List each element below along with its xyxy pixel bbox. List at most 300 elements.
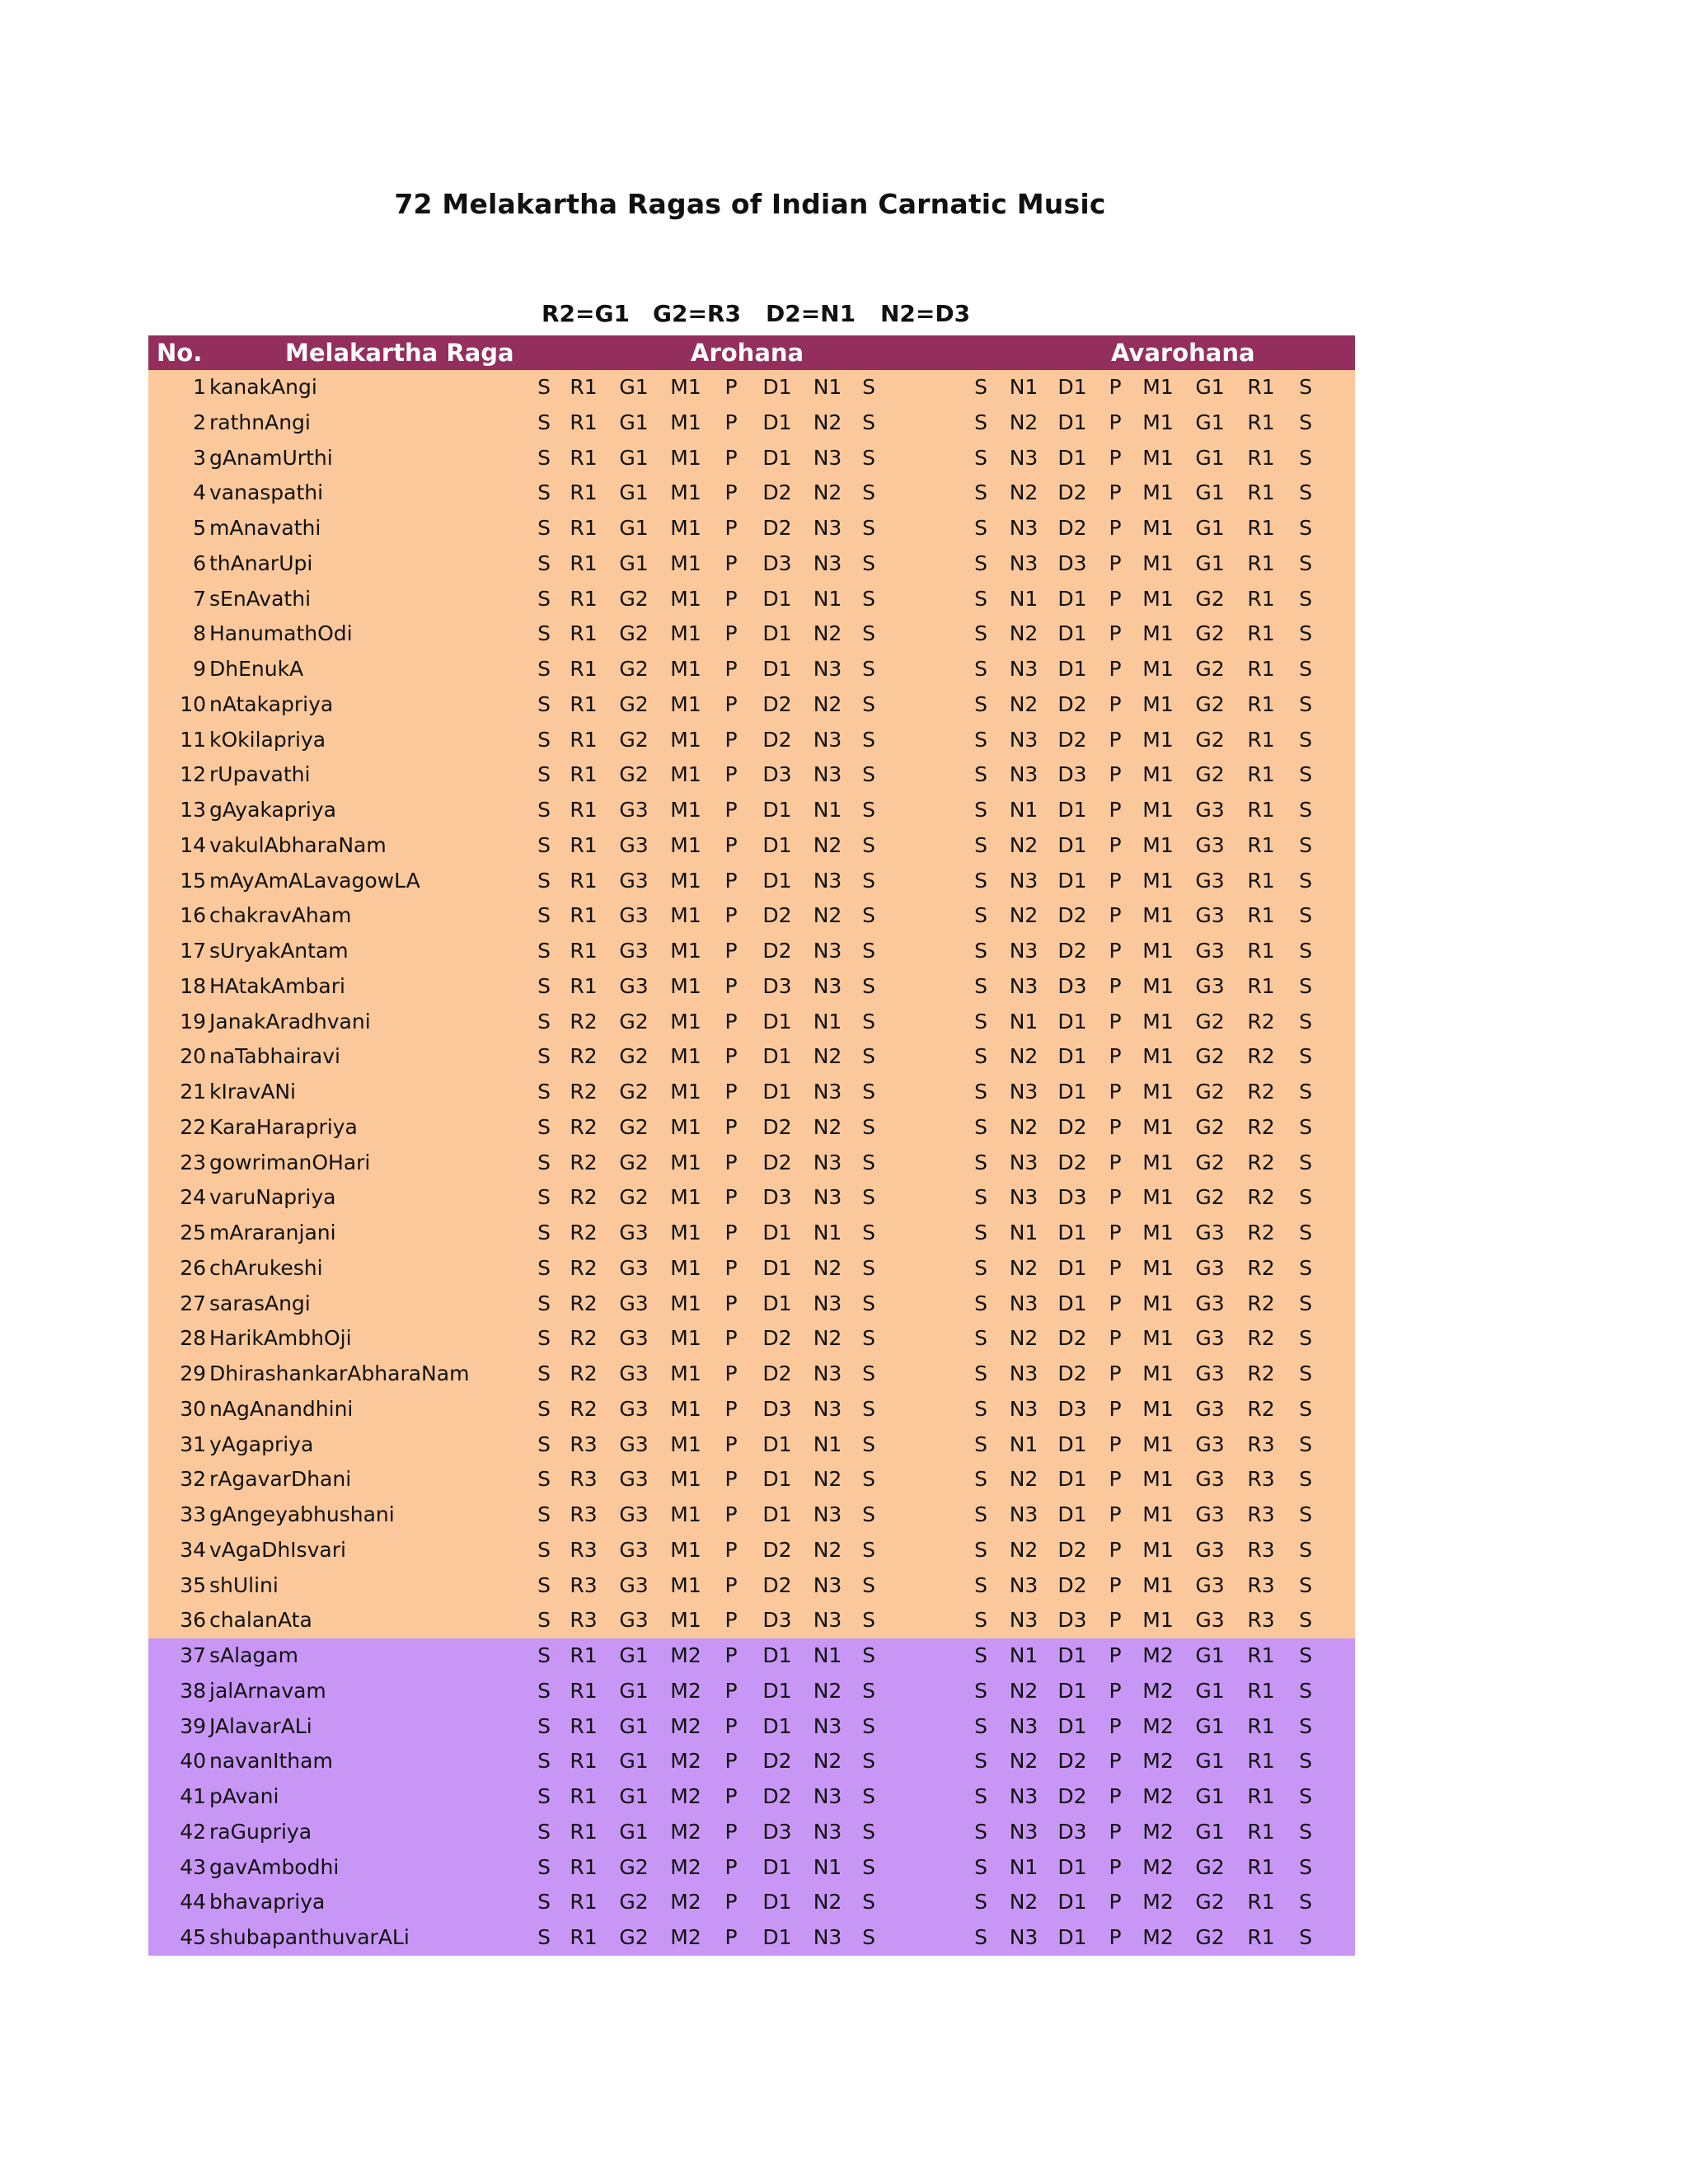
avarohana-swara: D1 [1057, 1080, 1087, 1104]
raga-name: chArukeshi [209, 1255, 323, 1280]
raga-name: vanaspathi [209, 480, 324, 505]
avarohana-swara: S [974, 1608, 987, 1633]
arohana-swara: S [537, 691, 551, 716]
avarohana-swara: D2 [1057, 691, 1087, 716]
raga-number: 13 [180, 798, 206, 822]
arohana-swara: P [724, 410, 738, 434]
avarohana-swara: M1 [1142, 375, 1174, 399]
arohana-swara: D1 [762, 1221, 792, 1244]
avarohana-swara: N1 [1009, 586, 1039, 611]
arohana-swara: G1 [619, 1643, 649, 1667]
arohana-swara: P [724, 973, 738, 998]
arohana-swara: S [537, 480, 551, 505]
avarohana-swara: S [1299, 1572, 1312, 1597]
arohana-swara: M1 [670, 832, 701, 857]
arohana-swara: S [537, 903, 551, 928]
avarohana-swara: R1 [1247, 1678, 1275, 1703]
avarohana-swara: G3 [1195, 868, 1225, 893]
avarohana-swara: P [1109, 1467, 1122, 1492]
avarohana-swara: D2 [1057, 1784, 1087, 1808]
arohana-swara: S [537, 1044, 551, 1069]
arohana-swara: P [724, 691, 738, 716]
raga-number: 26 [180, 1255, 206, 1280]
arohana-swara: P [724, 832, 738, 857]
avarohana-swara: G3 [1195, 1572, 1225, 1597]
arohana-swara: D1 [762, 375, 792, 399]
raga-number: 37 [180, 1643, 206, 1667]
avarohana-swara: R1 [1247, 903, 1275, 928]
arohana-swara: S [537, 1643, 551, 1667]
avarohana-swara: M1 [1142, 798, 1174, 822]
arohana-swara: D2 [762, 727, 792, 752]
avarohana-swara: S [1299, 1221, 1312, 1244]
arohana-swara: D3 [762, 973, 792, 998]
arohana-swara: G2 [619, 691, 649, 716]
avarohana-swara: S [1299, 375, 1312, 399]
arohana-swara: G2 [619, 1009, 649, 1033]
avarohana-swara: D3 [1057, 1608, 1087, 1633]
arohana-swara: M1 [670, 375, 701, 399]
avarohana-swara: S [974, 1221, 987, 1244]
avarohana-swara: P [1109, 516, 1122, 540]
arohana-swara: M2 [670, 1749, 701, 1774]
avarohana-swara: P [1109, 1255, 1122, 1280]
raga-name: varuNapriya [209, 1185, 336, 1210]
avarohana-swara: N2 [1009, 1255, 1039, 1280]
avarohana-swara: S [974, 691, 987, 716]
avarohana-swara: R3 [1247, 1608, 1275, 1633]
raga-name: sUryakAntam [209, 939, 349, 963]
table-row [148, 969, 1355, 1005]
avarohana-swara: G3 [1195, 903, 1225, 928]
arohana-swara: R1 [570, 1890, 598, 1915]
arohana-swara: G3 [619, 973, 649, 998]
avarohana-swara: D2 [1057, 516, 1087, 540]
arohana-swara: G3 [619, 1432, 649, 1456]
avarohana-swara: N3 [1009, 1925, 1039, 1949]
raga-number: 9 [193, 657, 206, 681]
avarohana-swara: M1 [1142, 445, 1174, 470]
avarohana-swara: D1 [1057, 1854, 1087, 1879]
raga-name: mAyAmALavagowLA [209, 868, 420, 893]
avarohana-swara: S [974, 375, 987, 399]
avarohana-swara: R1 [1247, 762, 1275, 787]
avarohana-swara: S [1299, 657, 1312, 681]
avarohana-swara: S [1299, 1749, 1312, 1774]
arohana-swara: D1 [762, 1009, 792, 1033]
arohana-swara: P [724, 1502, 738, 1526]
avarohana-swara: N3 [1009, 1713, 1039, 1738]
avarohana-swara: M1 [1142, 621, 1174, 646]
arohana-swara: P [724, 480, 738, 505]
avarohana-swara: M1 [1142, 1572, 1174, 1597]
table-row [148, 582, 1355, 617]
avarohana-swara: D1 [1057, 1925, 1087, 1949]
arohana-swara: D1 [762, 832, 792, 857]
avarohana-swara: N2 [1009, 1326, 1039, 1351]
avarohana-swara: D1 [1057, 621, 1087, 646]
avarohana-swara: R1 [1247, 973, 1275, 998]
raga-number: 10 [180, 691, 206, 716]
avarohana-swara: M1 [1142, 832, 1174, 857]
arohana-swara: N3 [813, 1150, 842, 1174]
avarohana-swara: S [1299, 1678, 1312, 1703]
arohana-swara: R1 [570, 1749, 598, 1774]
table-header [148, 335, 1355, 370]
raga-name: gAngeyabhushani [209, 1502, 395, 1526]
raga-number: 17 [180, 939, 206, 963]
arohana-swara: N2 [813, 1467, 842, 1492]
table-row [148, 1286, 1355, 1322]
avarohana-swara: M1 [1142, 903, 1174, 928]
arohana-swara: S [862, 1291, 875, 1315]
arohana-swara: N3 [813, 1502, 842, 1526]
arohana-swara: R2 [570, 1009, 598, 1033]
arohana-swara: P [724, 1572, 738, 1597]
arohana-swara: M1 [670, 1326, 701, 1351]
avarohana-swara: P [1109, 1854, 1122, 1879]
arohana-swara: P [724, 1326, 738, 1351]
avarohana-swara: G2 [1195, 1150, 1225, 1174]
avarohana-swara: D3 [1057, 1819, 1087, 1844]
avarohana-swara: D2 [1057, 480, 1087, 505]
arohana-swara: R1 [570, 939, 598, 963]
avarohana-swara: S [974, 727, 987, 752]
table-row [148, 441, 1355, 476]
arohana-swara: S [537, 586, 551, 611]
avarohana-swara: S [974, 1432, 987, 1456]
arohana-swara: D2 [762, 691, 792, 716]
avarohana-swara: S [1299, 798, 1312, 822]
arohana-swara: N3 [813, 1361, 842, 1385]
avarohana-swara: S [1299, 1854, 1312, 1879]
avarohana-swara: G3 [1195, 832, 1225, 857]
avarohana-swara: S [1299, 832, 1312, 857]
arohana-swara: N3 [813, 1925, 842, 1949]
avarohana-swara: S [974, 973, 987, 998]
raga-name: shUlini [209, 1572, 279, 1597]
arohana-swara: M1 [670, 939, 701, 963]
arohana-swara: G3 [619, 1221, 649, 1244]
avarohana-swara: N3 [1009, 1819, 1039, 1844]
arohana-swara: N3 [813, 868, 842, 893]
avarohana-swara: D1 [1057, 1255, 1087, 1280]
arohana-swara: D1 [762, 410, 792, 434]
avarohana-swara: R2 [1247, 1291, 1275, 1315]
avarohana-swara: N2 [1009, 410, 1039, 434]
arohana-swara: M2 [670, 1713, 701, 1738]
arohana-swara: M1 [670, 1221, 701, 1244]
avarohana-swara: D2 [1057, 1114, 1087, 1139]
avarohana-swara: N3 [1009, 1608, 1039, 1633]
raga-name: pAvani [209, 1784, 279, 1808]
swara-equivalences [0, 300, 1688, 333]
avarohana-swara: R1 [1247, 480, 1275, 505]
arohana-swara: R3 [570, 1467, 598, 1492]
arohana-swara: P [724, 1114, 738, 1139]
avarohana-swara: M1 [1142, 1361, 1174, 1385]
arohana-swara: G3 [619, 1396, 649, 1421]
arohana-swara: N2 [813, 1537, 842, 1562]
table-row [148, 1146, 1355, 1181]
avarohana-swara: M1 [1142, 1080, 1174, 1104]
arohana-swara: G3 [619, 832, 649, 857]
avarohana-swara: G1 [1195, 1713, 1225, 1738]
avarohana-swara: P [1109, 1784, 1122, 1808]
arohana-swara: G1 [619, 1678, 649, 1703]
raga-name: kIravANi [209, 1080, 296, 1104]
arohana-swara: P [724, 1854, 738, 1879]
avarohana-swara: S [974, 1009, 987, 1033]
avarohana-swara: N3 [1009, 868, 1039, 893]
avarohana-swara: N2 [1009, 1114, 1039, 1139]
avarohana-swara: M1 [1142, 657, 1174, 681]
raga-number: 32 [180, 1467, 206, 1492]
avarohana-swara: D2 [1057, 727, 1087, 752]
raga-number: 25 [180, 1221, 206, 1244]
raga-name: gavAmbodhi [209, 1854, 340, 1879]
avarohana-swara: P [1109, 1150, 1122, 1174]
arohana-swara: S [862, 375, 875, 399]
arohana-swara: S [862, 1643, 875, 1667]
arohana-swara: M1 [670, 1080, 701, 1104]
arohana-swara: P [724, 798, 738, 822]
arohana-swara: N1 [813, 1643, 842, 1667]
avarohana-swara: S [1299, 516, 1312, 540]
raga-number: 24 [180, 1185, 206, 1210]
avarohana-swara: N3 [1009, 1291, 1039, 1315]
avarohana-swara: S [974, 1537, 987, 1562]
table-row [148, 1568, 1355, 1604]
avarohana-swara: N3 [1009, 1361, 1039, 1385]
avarohana-swara: R2 [1247, 1255, 1275, 1280]
arohana-swara: N3 [813, 1396, 842, 1421]
arohana-swara: N3 [813, 657, 842, 681]
arohana-swara: M1 [670, 1502, 701, 1526]
raga-number: 41 [180, 1784, 206, 1808]
arohana-swara: P [724, 1291, 738, 1315]
arohana-swara: S [862, 1819, 875, 1844]
arohana-swara: R1 [570, 586, 598, 611]
arohana-swara: D2 [762, 516, 792, 540]
arohana-swara: S [537, 798, 551, 822]
avarohana-swara: P [1109, 445, 1122, 470]
table-row [148, 1357, 1355, 1392]
raga-name: HAtakAmbari [209, 973, 345, 998]
arohana-swara: R3 [570, 1572, 598, 1597]
arohana-swara: M1 [670, 868, 701, 893]
arohana-swara: S [862, 1080, 875, 1104]
avarohana-swara: M1 [1142, 1221, 1174, 1244]
arohana-swara: P [724, 1044, 738, 1069]
avarohana-swara: R2 [1247, 1221, 1275, 1244]
avarohana-swara: N1 [1009, 1009, 1039, 1033]
arohana-swara: D1 [762, 1080, 792, 1104]
raga-name: nAgAnandhini [209, 1396, 354, 1421]
avarohana-swara: S [1299, 1114, 1312, 1139]
avarohana-swara: R1 [1247, 1925, 1275, 1949]
arohana-swara: M1 [670, 480, 701, 505]
arohana-swara: N2 [813, 410, 842, 434]
arohana-swara: M1 [670, 657, 701, 681]
avarohana-swara: M1 [1142, 1291, 1174, 1315]
avarohana-swara: D1 [1057, 1502, 1087, 1526]
arohana-swara: M1 [670, 691, 701, 716]
avarohana-swara: G1 [1195, 480, 1225, 505]
arohana-swara: N1 [813, 798, 842, 822]
arohana-swara: M1 [670, 586, 701, 611]
arohana-swara: G1 [619, 375, 649, 399]
avarohana-swara: P [1109, 1713, 1122, 1738]
arohana-swara: P [724, 903, 738, 928]
avarohana-swara: G2 [1195, 657, 1225, 681]
raga-name: JanakAradhvani [209, 1009, 371, 1033]
avarohana-swara: N1 [1009, 1432, 1039, 1456]
raga-name: rathnAngi [209, 410, 311, 434]
avarohana-swara: N3 [1009, 762, 1039, 787]
avarohana-swara: S [1299, 1150, 1312, 1174]
avarohana-swara: G2 [1195, 691, 1225, 716]
avarohana-swara: P [1109, 798, 1122, 822]
avarohana-swara: S [1299, 1608, 1312, 1633]
avarohana-swara: P [1109, 621, 1122, 646]
raga-number: 45 [180, 1925, 206, 1949]
arohana-swara: M1 [670, 762, 701, 787]
arohana-swara: D1 [762, 1643, 792, 1667]
avarohana-swara: D1 [1057, 1890, 1087, 1915]
raga-number: 20 [180, 1044, 206, 1069]
arohana-swara: D3 [762, 1608, 792, 1633]
arohana-swara: R1 [570, 727, 598, 752]
avarohana-swara: G3 [1195, 798, 1225, 822]
arohana-swara: R2 [570, 1044, 598, 1069]
avarohana-swara: M1 [1142, 410, 1174, 434]
arohana-swara: N2 [813, 691, 842, 716]
table-row [148, 1920, 1355, 1956]
avarohana-swara: P [1109, 586, 1122, 611]
header-raga: Melakartha Raga [285, 339, 514, 367]
arohana-swara: S [537, 1255, 551, 1280]
arohana-swara: P [724, 657, 738, 681]
arohana-swara: P [724, 1432, 738, 1456]
arohana-swara: S [537, 551, 551, 575]
table-row [148, 723, 1355, 758]
avarohana-swara: N1 [1009, 375, 1039, 399]
avarohana-swara: P [1109, 480, 1122, 505]
arohana-swara: P [724, 375, 738, 399]
arohana-swara: S [537, 1221, 551, 1244]
page-title: 72 Melakartha Ragas of Indian Carnatic Music [394, 188, 1106, 220]
avarohana-swara: M1 [1142, 516, 1174, 540]
arohana-swara: N3 [813, 1608, 842, 1633]
arohana-swara: P [724, 586, 738, 611]
raga-name: chakravAham [209, 903, 352, 928]
avarohana-swara: P [1109, 375, 1122, 399]
avarohana-swara: M2 [1142, 1784, 1174, 1808]
arohana-swara: S [862, 798, 875, 822]
avarohana-swara: G1 [1195, 516, 1225, 540]
table-row [148, 405, 1355, 441]
arohana-swara: S [537, 1678, 551, 1703]
arohana-swara: S [537, 516, 551, 540]
arohana-swara: S [537, 1749, 551, 1774]
arohana-swara: P [724, 1080, 738, 1104]
avarohana-swara: G1 [1195, 1749, 1225, 1774]
arohana-swara: M2 [670, 1643, 701, 1667]
avarohana-swara: N2 [1009, 1044, 1039, 1069]
table-row [148, 864, 1355, 899]
arohana-swara: S [537, 1784, 551, 1808]
avarohana-swara: S [1299, 973, 1312, 998]
avarohana-swara: S [974, 586, 987, 611]
arohana-swara: D2 [762, 1572, 792, 1597]
arohana-swara: S [537, 1819, 551, 1844]
arohana-swara: P [724, 516, 738, 540]
avarohana-swara: G1 [1195, 410, 1225, 434]
table-row [148, 476, 1355, 511]
arohana-swara: S [862, 939, 875, 963]
avarohana-swara: D2 [1057, 1537, 1087, 1562]
arohana-swara: M1 [670, 1185, 701, 1210]
avarohana-swara: S [974, 939, 987, 963]
avarohana-swara: G3 [1195, 1467, 1225, 1492]
arohana-swara: S [537, 1537, 551, 1562]
arohana-swara: S [537, 832, 551, 857]
avarohana-swara: S [974, 1255, 987, 1280]
avarohana-swara: S [974, 516, 987, 540]
arohana-swara: M2 [670, 1784, 701, 1808]
arohana-swara: R1 [570, 1854, 598, 1879]
avarohana-swara: S [974, 1361, 987, 1385]
avarohana-swara: M2 [1142, 1643, 1174, 1667]
avarohana-swara: N2 [1009, 903, 1039, 928]
raga-name: DhEnukA [209, 657, 304, 681]
avarohana-swara: S [1299, 1396, 1312, 1421]
avarohana-swara: S [974, 1396, 987, 1421]
arohana-swara: G3 [619, 1326, 649, 1351]
avarohana-swara: S [974, 657, 987, 681]
arohana-swara: G2 [619, 727, 649, 752]
arohana-swara: S [862, 621, 875, 646]
avarohana-swara: N2 [1009, 621, 1039, 646]
raga-number: 3 [193, 445, 206, 470]
avarohana-swara: G1 [1195, 445, 1225, 470]
raga-number: 6 [193, 551, 206, 575]
raga-number: 42 [180, 1819, 206, 1844]
avarohana-swara: G2 [1195, 1009, 1225, 1033]
arohana-swara: N2 [813, 1890, 842, 1915]
raga-number: 14 [180, 832, 206, 857]
arohana-swara: M1 [670, 973, 701, 998]
arohana-swara: G3 [619, 1572, 649, 1597]
avarohana-swara: S [974, 1150, 987, 1174]
arohana-swara: S [862, 1467, 875, 1492]
avarohana-swara: N1 [1009, 1221, 1039, 1244]
avarohana-swara: S [974, 1819, 987, 1844]
arohana-swara: S [537, 1925, 551, 1949]
arohana-swara: S [537, 1114, 551, 1139]
arohana-swara: P [724, 551, 738, 575]
arohana-swara: S [537, 1890, 551, 1915]
avarohana-swara: R1 [1247, 1890, 1275, 1915]
avarohana-swara: M1 [1142, 1432, 1174, 1456]
raga-number: 38 [180, 1678, 206, 1703]
table-row [148, 1744, 1355, 1779]
equivalence-r2-g1: R2=G1 [542, 300, 630, 327]
arohana-swara: N3 [813, 1291, 842, 1315]
avarohana-swara: R1 [1247, 1819, 1275, 1844]
arohana-swara: R1 [570, 516, 598, 540]
